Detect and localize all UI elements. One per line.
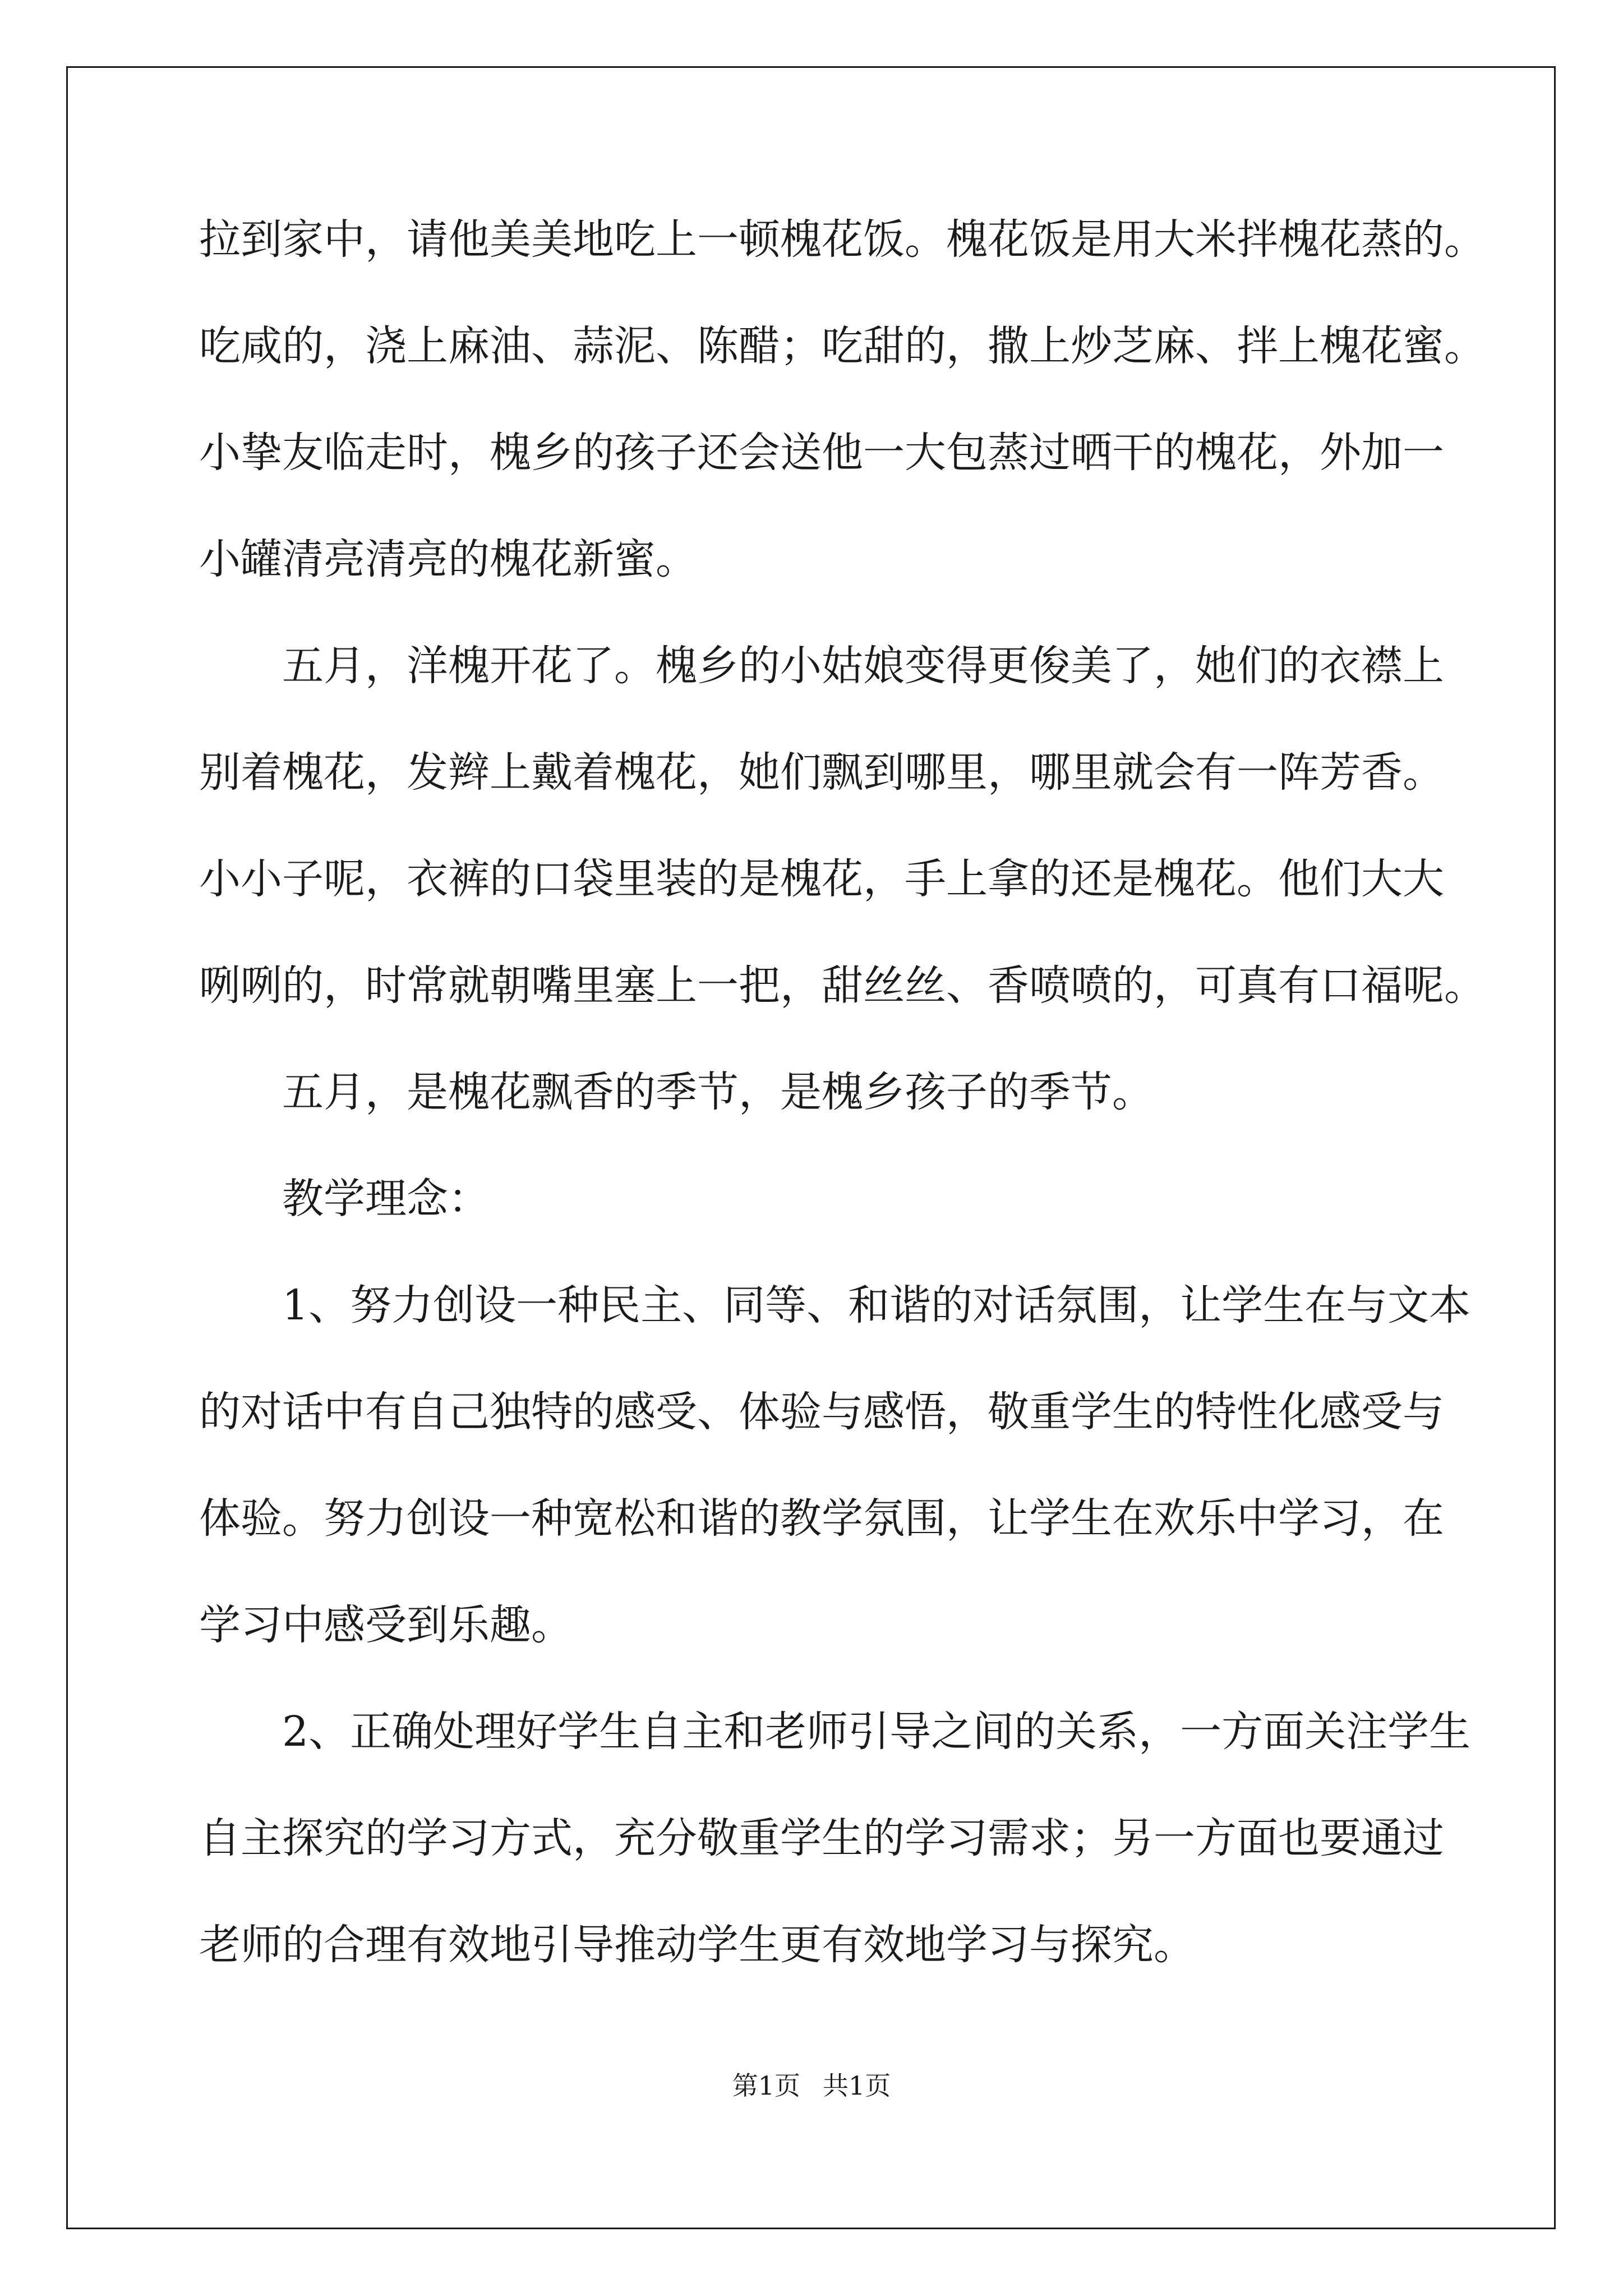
document-body [199,213,1486,2025]
page-footer [0,2069,1623,2102]
text-line: 小挚友临走时，槐乡的孩子还会送他一大包蒸过晒干的槐花，外加一 [199,429,1444,477]
page-number-total: 共1页 [823,2070,891,2101]
text-line: 体验。努力创设一种宽松和谐的教学氛围，让学生在欢乐中学习，在 [199,1494,1444,1543]
text-line: 自主探究的学习方式，充分敬重学生的学习需求；另一方面也要通过 [199,1814,1444,1862]
text-line: 拉到家中，请他美美地吃上一顿槐花饭。槐花饭是用大米拌槐花蒸的。 [199,215,1486,264]
text-line: 2、正确处理好学生自主和老师引导之间的关系，一方面关注学生 [282,1708,1471,1756]
section-heading: 教学理念： [282,1175,490,1223]
text-line: 小罐清亮清亮的槐花新蜜。 [199,535,697,583]
text-line: 五月，洋槐开花了。槐乡的小姑娘变得更俊美了，她们的衣襟上 [282,642,1444,690]
text-line: 学习中感受到乐趣。 [199,1601,573,1649]
text-line: 咧咧的，时常就朝嘴里塞上一把，甜丝丝、香喷喷的，可真有口福呢。 [199,961,1486,1010]
text-line: 小小子呢，衣裤的口袋里装的是槐花，手上拿的还是槐花。他们大大 [199,855,1444,903]
text-line: 的对话中有自己独特的感受、体验与感悟，敬重学生的特性化感受与 [199,1388,1444,1436]
text-line: 老师的合理有效地引导推动学生更有效地学习与探究。 [199,1921,1195,1969]
page-number-current: 第1页 [732,2070,800,2101]
text-line: 五月，是槐花飘香的季节，是槐乡孩子的季节。 [282,1068,1154,1116]
text-line: 吃咸的，浇上麻油、蒜泥、陈醋；吃甜的，撒上炒芝麻、拌上槐花蜜。 [199,322,1486,370]
text-line: 别着槐花，发辫上戴着槐花，她们飘到哪里，哪里就会有一阵芳香。 [199,748,1444,797]
text-line: 1、努力创设一种民主、同等、和谐的对话氛围，让学生在与文本 [282,1281,1471,1329]
